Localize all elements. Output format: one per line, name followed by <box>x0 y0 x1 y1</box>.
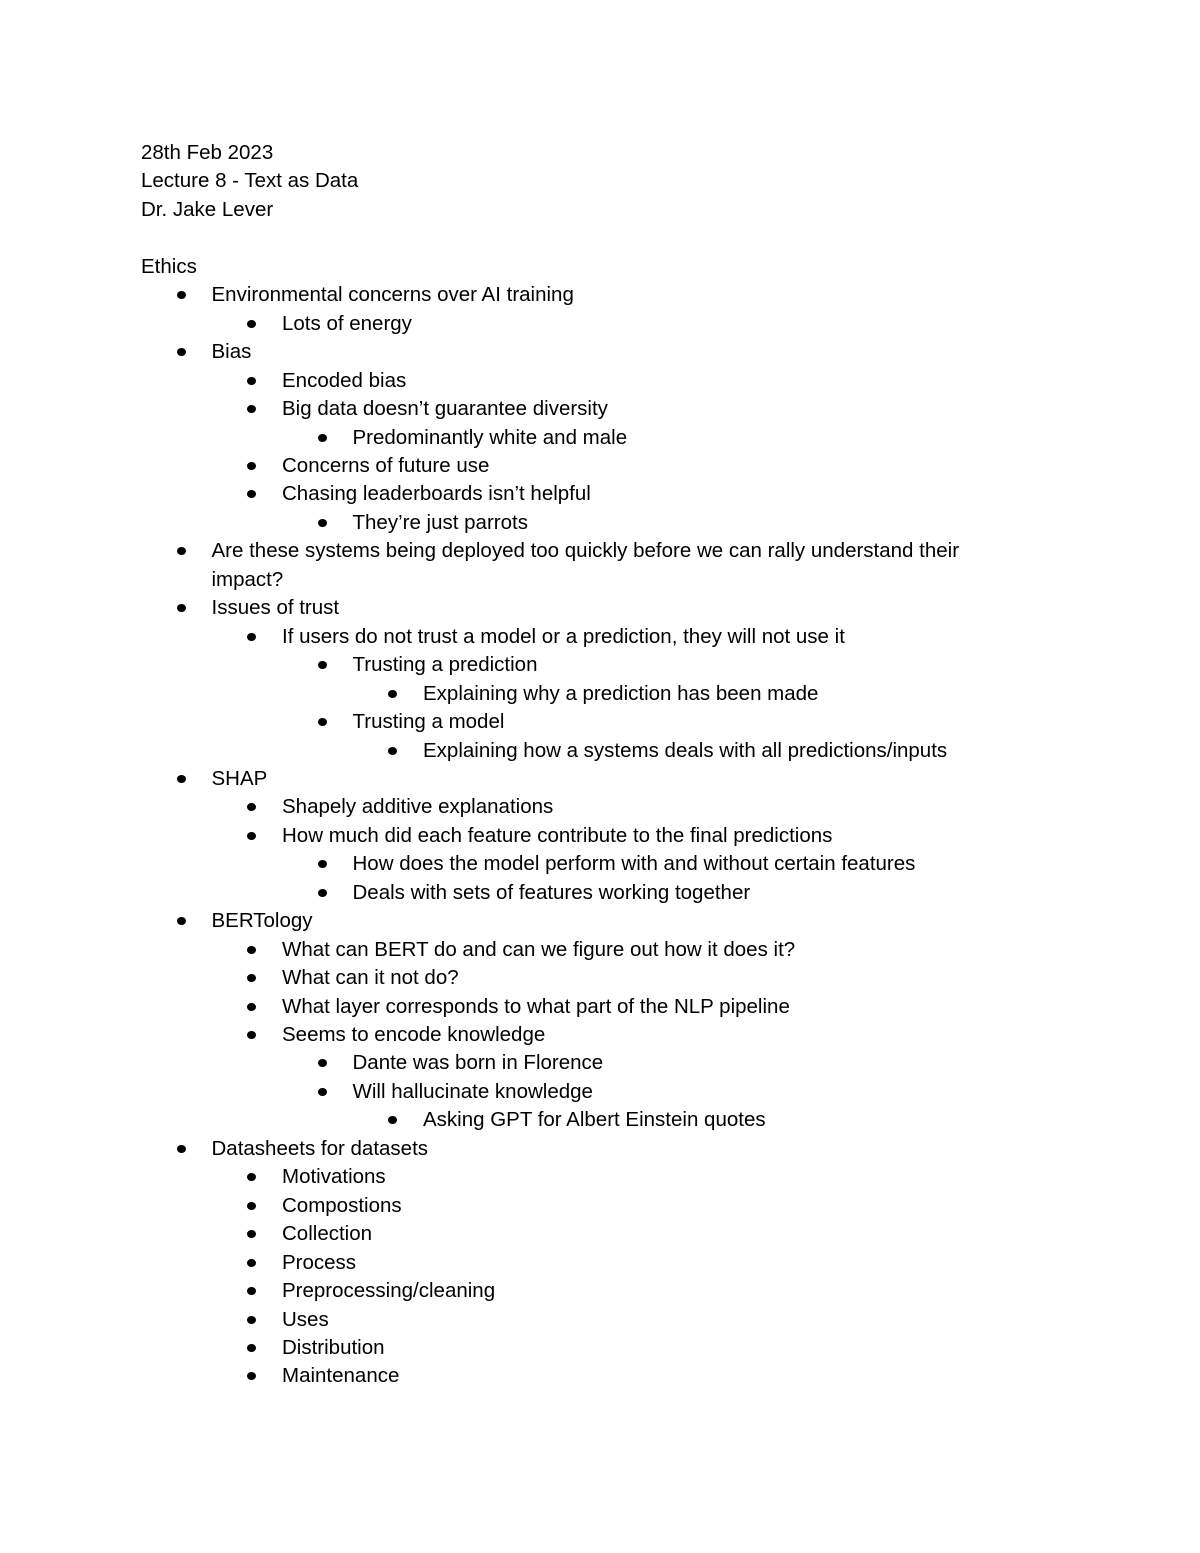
bullet-outline <box>141 281 1041 1391</box>
bullet-icon <box>247 803 256 811</box>
outline-item-text: Trusting a prediction <box>352 653 538 677</box>
outline-item-level-2 <box>141 936 1041 964</box>
outline-item-text: What layer corresponds to what part of the NLP pipeline <box>282 994 790 1018</box>
bullet-icon <box>388 690 397 698</box>
outline-item-level-3 <box>141 651 1041 679</box>
outline-item-text: Bias <box>211 340 252 364</box>
outline-item-text: Predominantly white and male <box>352 425 628 449</box>
outline-item-text: Dante was born in Florence <box>352 1051 604 1075</box>
outline-item-level-2 <box>141 452 1041 480</box>
outline-item-text: Preprocessing/cleaning <box>282 1279 496 1303</box>
bullet-icon <box>388 1116 397 1124</box>
bullet-icon <box>318 718 327 726</box>
outline-item-text: Distribution <box>282 1336 385 1360</box>
bullet-icon <box>247 1031 256 1039</box>
outline-item-text: Explaining how a systems deals with all predictions/inputs <box>423 738 948 762</box>
bullet-icon <box>247 1344 256 1352</box>
outline-item-level-4 <box>141 680 1041 708</box>
bullet-icon <box>247 462 256 470</box>
outline-item-level-3 <box>141 1049 1041 1077</box>
outline-item-level-3 <box>141 850 1041 878</box>
lecture-title: Lecture 8 - Text as Data <box>141 169 359 193</box>
outline-item-level-1 <box>141 907 1041 935</box>
bullet-icon <box>177 1145 186 1153</box>
outline-item-text: Encoded bias <box>282 368 407 392</box>
outline-item-text: Asking GPT for Albert Einstein quotes <box>423 1108 766 1132</box>
outline-item-text: Datasheets for datasets <box>211 1136 429 1160</box>
outline-item-text: How does the model perform with and without certain features <box>352 852 916 876</box>
outline-item-level-2 <box>141 822 1041 850</box>
section-title: Ethics <box>141 254 197 278</box>
outline-item-text: If users do not trust a model or a prediction, they will not use it <box>282 624 845 648</box>
bullet-icon <box>247 1230 256 1238</box>
bullet-icon <box>388 747 397 755</box>
outline-item-level-2 <box>141 310 1041 338</box>
outline-item-text: Chasing leaderboards isn’t helpful <box>282 482 591 506</box>
bullet-icon <box>177 604 186 612</box>
outline-item-text: How much did each feature contribute to the final predictions <box>282 823 833 847</box>
outline-item-text: Collection <box>282 1222 373 1246</box>
bullet-icon <box>247 974 256 982</box>
outline-item-text: What can it not do? <box>282 966 459 990</box>
bullet-icon <box>247 405 256 413</box>
outline-item-level-2 <box>141 1334 1041 1362</box>
outline-item-level-2 <box>141 1306 1041 1334</box>
outline-item-level-2 <box>141 1277 1041 1305</box>
bullet-icon <box>177 547 186 555</box>
bullet-icon <box>177 775 186 783</box>
blank-line <box>141 224 1041 252</box>
outline-item-text: BERTology <box>211 909 313 933</box>
outline-item-level-2 <box>141 1163 1041 1191</box>
outline-item-text: Shapely additive explanations <box>282 795 554 819</box>
outline-item-text: Compostions <box>282 1193 402 1217</box>
outline-item-level-2 <box>141 623 1041 651</box>
bullet-icon <box>318 1088 327 1096</box>
bullet-icon <box>247 832 256 840</box>
outline-item-text: Trusting a model <box>352 710 505 734</box>
outline-item-level-1 <box>141 1135 1041 1163</box>
bullet-icon <box>247 1316 256 1324</box>
bullet-icon <box>318 889 327 897</box>
bullet-icon <box>318 661 327 669</box>
bullet-icon <box>247 320 256 328</box>
outline-item-level-2 <box>141 395 1041 423</box>
outline-item-text: SHAP <box>211 766 268 790</box>
outline-item-text: Concerns of future use <box>282 453 490 477</box>
outline-item-text: Maintenance <box>282 1364 400 1388</box>
outline-item-level-1 <box>141 594 1041 622</box>
bullet-icon <box>247 490 256 498</box>
outline-item-text: Motivations <box>282 1165 386 1189</box>
bullet-icon <box>247 946 256 954</box>
document-content <box>141 139 1041 1391</box>
outline-item-text: They’re just parrots <box>352 510 528 534</box>
bullet-icon <box>318 1059 327 1067</box>
bullet-icon <box>318 434 327 442</box>
outline-item-level-3 <box>141 879 1041 907</box>
outline-item-text: Process <box>282 1250 357 1274</box>
outline-item-text: Explaining why a prediction has been made <box>423 681 819 705</box>
bullet-icon <box>318 519 327 527</box>
outline-item-level-2 <box>141 1362 1041 1390</box>
outline-item-text: Will hallucinate knowledge <box>352 1079 593 1103</box>
bullet-icon <box>177 917 186 925</box>
lecturer-name: Dr. Jake Lever <box>141 197 274 221</box>
outline-item-text: Environmental concerns over AI training <box>211 283 574 307</box>
bullet-icon <box>247 1003 256 1011</box>
bullet-icon <box>247 633 256 641</box>
outline-item-level-3 <box>141 1078 1041 1106</box>
bullet-icon <box>247 1202 256 1210</box>
outline-item-level-2 <box>141 793 1041 821</box>
note-date: 28th Feb 2023 <box>141 141 274 164</box>
outline-item-level-1 <box>141 338 1041 366</box>
outline-item-text: Issues of trust <box>211 596 340 620</box>
outline-item-level-3 <box>141 708 1041 736</box>
bullet-icon <box>177 348 186 356</box>
bullet-icon <box>247 1372 256 1380</box>
outline-item-text: Lots of energy <box>282 311 412 335</box>
outline-item-level-1 <box>141 281 1041 309</box>
outline-item-level-2 <box>141 480 1041 508</box>
bullet-icon <box>247 1173 256 1181</box>
outline-item-level-2 <box>141 1249 1041 1277</box>
outline-item-level-2 <box>141 1192 1041 1220</box>
outline-item-text: Uses <box>282 1307 329 1331</box>
outline-item-level-1 <box>141 765 1041 793</box>
bullet-icon <box>247 377 256 385</box>
outline-item-level-2 <box>141 1220 1041 1248</box>
bullet-icon <box>177 291 186 299</box>
outline-item-text: Are these systems being deployed too quickly before we can rally understand their impact? <box>211 539 960 591</box>
outline-item-level-4 <box>141 1106 1041 1134</box>
outline-item-text: What can BERT do and can we figure out how it does it? <box>282 937 796 961</box>
outline-item-text: Big data doesn’t guarantee diversity <box>282 397 608 421</box>
outline-item-level-2 <box>141 367 1041 395</box>
outline-item-level-3 <box>141 424 1041 452</box>
outline-item-level-4 <box>141 737 1041 765</box>
bullet-icon <box>247 1287 256 1295</box>
bullet-icon <box>247 1259 256 1267</box>
bullet-icon <box>318 860 327 868</box>
outline-item-level-3 <box>141 509 1041 537</box>
outline-item-level-1 <box>141 537 1041 594</box>
outline-item-level-2 <box>141 964 1041 992</box>
outline-item-text: Seems to encode knowledge <box>282 1023 546 1047</box>
outline-item-level-2 <box>141 993 1041 1021</box>
outline-item-text: Deals with sets of features working together <box>352 880 751 904</box>
outline-item-level-2 <box>141 1021 1041 1049</box>
